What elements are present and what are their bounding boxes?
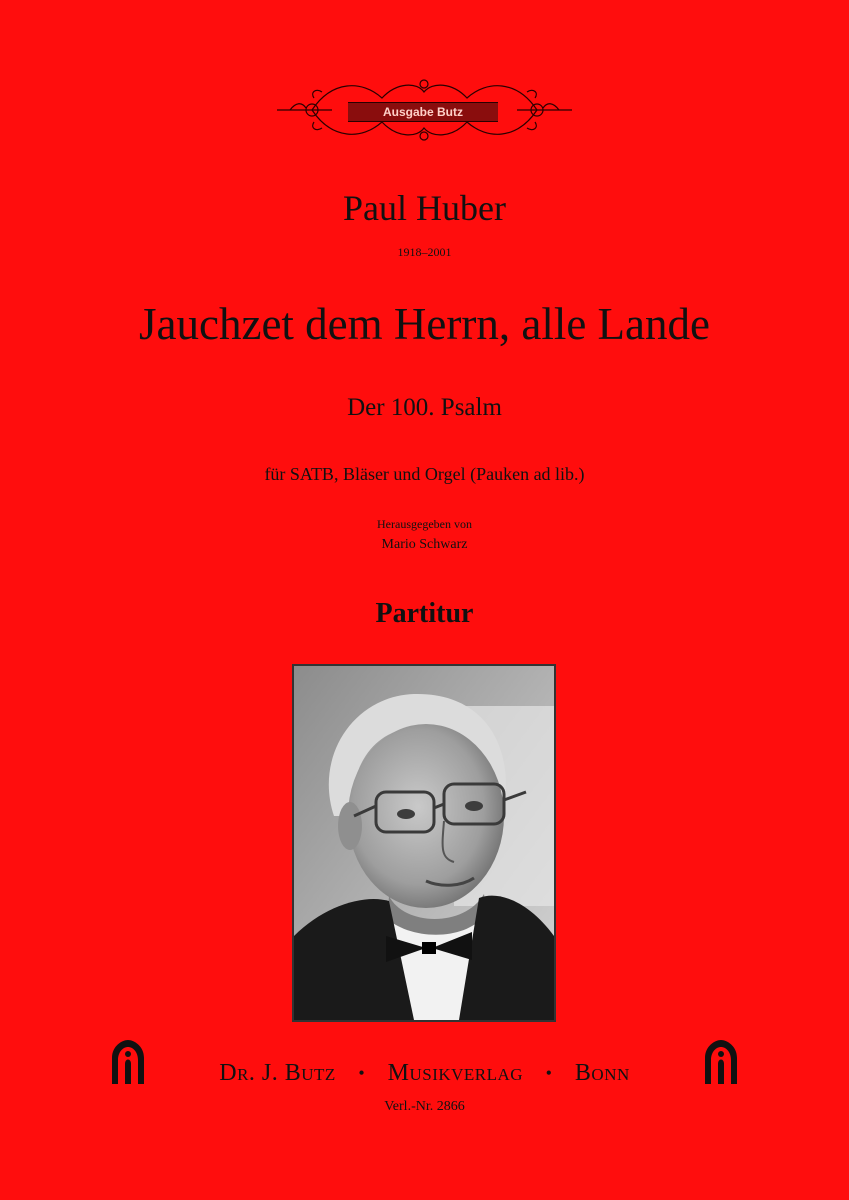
editor-prefix: Herausgegeben von [377,517,472,531]
composer-years: 1918–2001 [397,245,452,259]
separator-dot: • [545,1063,553,1084]
editor-name: Mario Schwarz [381,537,468,552]
catalog-number: Verl.-Nr. 2866 [384,1099,465,1114]
work-scoring: für SATB, Bläser und Orgel (Pauken ad lib.) [264,464,585,484]
church-window-icon [703,1038,739,1084]
publisher-name: Dr. J. Butz [219,1060,336,1087]
publisher-city: Bonn [574,1060,630,1087]
work-subtitle: Der 100. Psalm [347,394,502,421]
composer-portrait [292,664,556,1022]
separator-dot: • [358,1063,366,1084]
work-title: Jauchzet dem Herrn, alle Lande [139,299,710,349]
ausgabe-butz-badge: Ausgabe Butz [348,102,498,122]
publisher-label: Musikverlag [387,1060,524,1087]
edition-type: Partitur [375,598,474,629]
composer-name: Paul Huber [343,188,506,228]
